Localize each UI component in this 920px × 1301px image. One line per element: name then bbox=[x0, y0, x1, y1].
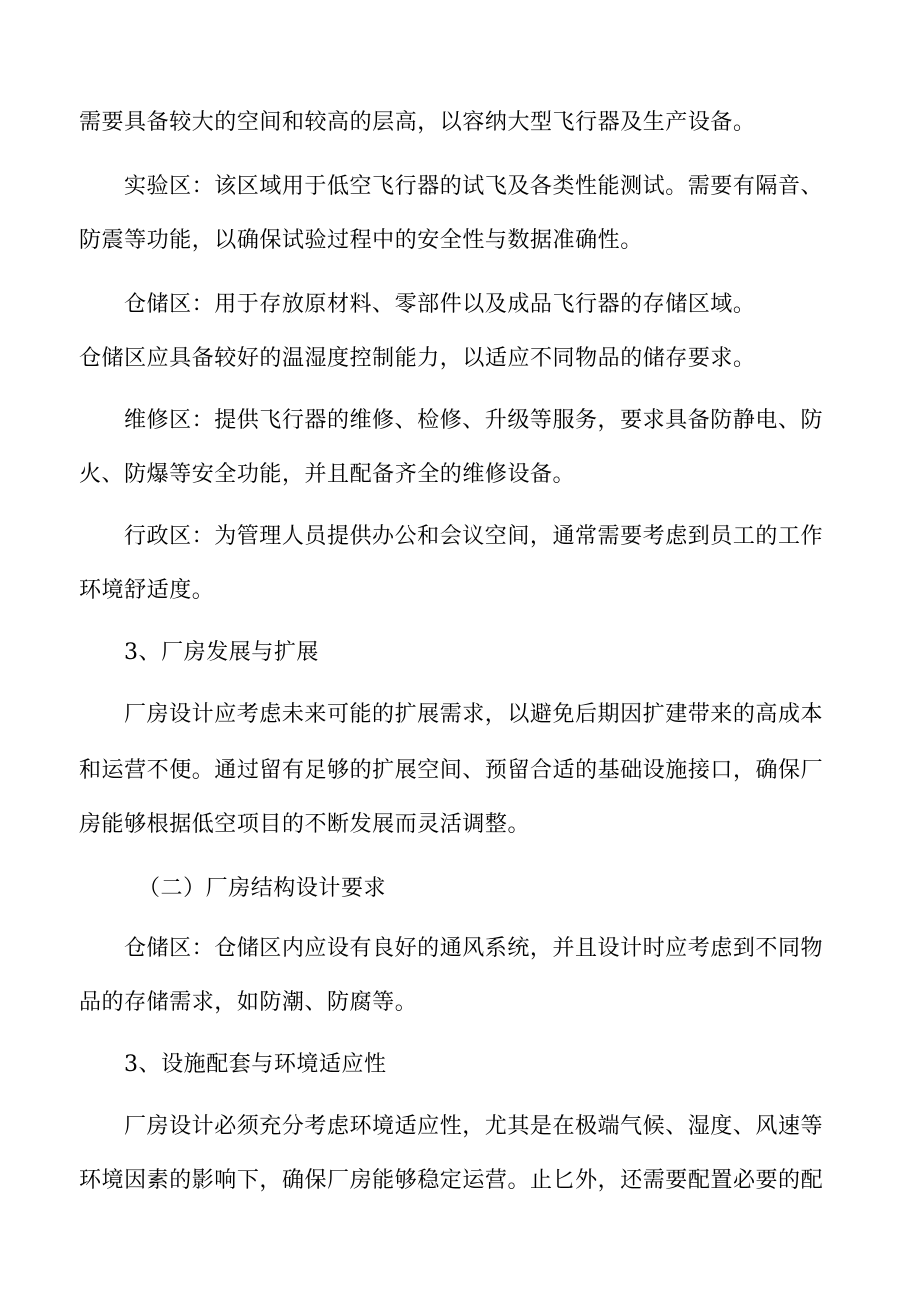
paragraph-line: 维修区：提供飞行器的维修、检修、升级等服务，要求具备防静电、防 bbox=[124, 408, 824, 433]
section-heading: 3、设施配套与环境适应性 bbox=[124, 1052, 387, 1077]
section-heading: 3、厂房发展与扩展 bbox=[124, 640, 319, 665]
paragraph-line: 需要具备较大的空间和较高的层高，以容纳大型飞行器及生产设备。 bbox=[79, 110, 756, 135]
paragraph-line: 环境因素的影响下，确保厂房能够稳定运营。止匕外，还需要配置必要的配 bbox=[79, 1168, 824, 1193]
paragraph-line: 行政区：为管理人员提供办公和会议空间，通常需要考虑到员工的工作 bbox=[124, 524, 824, 549]
paragraph-line: 厂房设计应考虑未来可能的扩展需求，以避免后期因扩建带来的高成本 bbox=[124, 702, 824, 727]
paragraph-line: 品的存储需求，如防潮、防腐等。 bbox=[79, 990, 418, 1015]
paragraph-line: 仓储区：仓储区内应设有良好的通风系统，并且设计时应考虑到不同物 bbox=[124, 936, 824, 961]
paragraph-line: 防震等功能，以确保试验过程中的安全性与数据准确性。 bbox=[79, 228, 643, 253]
paragraph-line: 厂房设计必须充分考虑环境适应性，尤其是在极端气候、湿度、风速等 bbox=[124, 1114, 824, 1139]
paragraph-line: 仓储区应具备较好的温湿度控制能力，以适应不同物品的储存要求。 bbox=[79, 346, 756, 371]
paragraph-line: 火、防爆等安全功能，并且配备齐全的维修设备。 bbox=[79, 462, 576, 487]
paragraph-line: 实验区：该区域用于低空飞行器的试飞及各类性能测试。需要有隔音、 bbox=[124, 174, 824, 199]
paragraph-line: 房能够根据低空项目的不断发展而灵活调整。 bbox=[79, 812, 531, 837]
paragraph-line: 仓储区：用于存放原材料、零部件以及成品飞行器的存储区域。 bbox=[124, 292, 756, 317]
paragraph-line: 和运营不便。通过留有足够的扩展空间、预留合适的基础设施接口，确保厂 bbox=[79, 758, 824, 783]
section-heading: （二）厂房结构设计要求 bbox=[138, 876, 387, 901]
paragraph-line: 环境舒适度。 bbox=[79, 578, 215, 603]
